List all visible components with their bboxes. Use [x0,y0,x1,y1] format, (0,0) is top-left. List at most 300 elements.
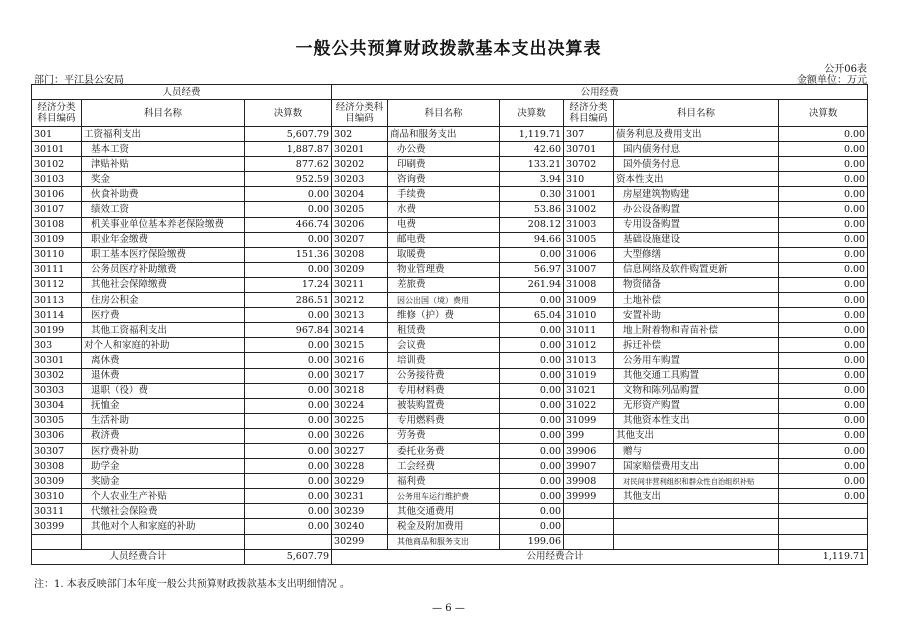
code-cell: 30201 [332,142,388,157]
table-row [32,459,868,474]
name-cell: 抚恤金 [82,398,245,413]
amount-cell: 0.00 [779,323,868,338]
code-cell: 30112 [32,277,82,292]
amount-cell: 0.00 [779,368,868,383]
amount-cell: 0.00 [245,202,332,217]
amount-cell: 94.66 [500,232,564,247]
amount-cell: 0.00 [779,277,868,292]
amount-cell [779,504,868,519]
amount-cell: 0.00 [500,293,564,308]
amount-cell: 0.00 [245,474,332,489]
amount-cell: 877.62 [245,157,332,172]
code-cell: 30207 [332,232,388,247]
code-cell: 30114 [32,308,82,323]
code-cell: 30204 [332,187,388,202]
name-cell: 被装购置费 [388,398,500,413]
amount-cell: 0.00 [245,519,332,534]
table-row [32,217,868,232]
code-cell: 30103 [32,172,82,187]
code-cell: 30228 [332,459,388,474]
code-cell: 30309 [32,474,82,489]
name-cell: 奖励金 [82,474,245,489]
code-cell: 39907 [564,459,614,474]
name-cell: 会议费 [388,338,500,353]
code-cell: 310 [564,172,614,187]
code-cell: 31005 [564,232,614,247]
name-cell: 办公设备购置 [614,202,779,217]
name-cell: 办公费 [388,142,500,157]
table-row [32,277,868,292]
name-cell: 国外债务付息 [614,157,779,172]
name-cell: 物业管理费 [388,262,500,277]
code-cell: 30211 [332,277,388,292]
code-cell: 30208 [332,247,388,262]
personnel-total-label: 人员经费合计 [32,549,245,564]
amount-cell: 0.00 [245,232,332,247]
footnote: 注：1. 本表反映部门本年度一般公共预算财政拨款基本支出明细情况 。 [34,579,350,590]
amount-cell: 967.84 [245,323,332,338]
name-cell: 维修（护）费 [388,308,500,323]
name-cell: 住房公积金 [82,293,245,308]
code-cell: 30701 [564,142,614,157]
amount-cell: 0.00 [245,504,332,519]
name-cell: 工会经费 [388,459,500,474]
name-cell: 福利费 [388,474,500,489]
name-cell: 水费 [388,202,500,217]
amount-cell: 286.51 [245,293,332,308]
amount-cell: 53.86 [500,202,564,217]
code-cell: 30240 [332,519,388,534]
code-cell: 30206 [332,217,388,232]
amount-cell: 0.00 [779,308,868,323]
name-cell: 委托业务费 [388,443,500,458]
code-cell: 30299 [332,534,388,549]
amount-cell: 0.00 [500,459,564,474]
code-cell: 30227 [332,443,388,458]
name-cell: 信息网络及软件购置更新 [614,262,779,277]
name-cell: 个人农业生产补贴 [82,489,245,504]
name-cell: 基本工资 [82,142,245,157]
amount-cell: 0.00 [779,459,868,474]
name-cell: 因公出国（境）费用 [388,293,500,308]
name-cell: 机关事业单位基本养老保险缴费 [82,217,245,232]
amount-cell: 0.00 [245,338,332,353]
amount-cell: 466.74 [245,217,332,232]
amount-cell: 0.00 [245,428,332,443]
page-title: 一般公共预算财政拨款基本支出决算表 [295,39,602,59]
amount-cell: 0.00 [500,353,564,368]
code-cell [564,534,614,549]
table-row [32,443,868,458]
form-number: 公开06表 [824,64,867,75]
code-cell [564,504,614,519]
amount-cell [245,534,332,549]
amount-header: 决算数 [779,100,868,127]
table-row [32,398,868,413]
amount-cell: 0.00 [245,459,332,474]
amount-cell: 65.04 [500,308,564,323]
code-cell: 30101 [32,142,82,157]
group-header-row [32,85,868,100]
name-cell: 其他支出 [614,489,779,504]
name-cell: 其他资本性支出 [614,413,779,428]
amount-cell: 0.00 [779,202,868,217]
code-cell: 31003 [564,217,614,232]
name-cell: 房屋建筑物购建 [614,187,779,202]
amount-cell: 0.00 [500,489,564,504]
code-header: 经济分类科目编码 [332,100,388,127]
code-cell: 39908 [564,474,614,489]
personnel-header: 人员经费 [32,85,332,100]
code-cell: 31022 [564,398,614,413]
amount-cell: 0.00 [500,338,564,353]
code-cell [32,534,82,549]
name-cell: 劳务费 [388,428,500,443]
code-cell: 399 [564,428,614,443]
name-cell: 大型修缮 [614,247,779,262]
amount-cell: 0.00 [245,383,332,398]
name-cell: 工资福利支出 [82,127,245,142]
amount-cell: 17.24 [245,277,332,292]
name-cell: 其他对个人和家庭的补助 [82,519,245,534]
amount-cell: 0.00 [779,383,868,398]
code-cell: 31099 [564,413,614,428]
amount-cell: 0.00 [500,398,564,413]
code-cell: 31008 [564,277,614,292]
table-row [32,262,868,277]
code-cell: 30303 [32,383,82,398]
amount-cell: 0.00 [779,474,868,489]
code-cell: 30225 [332,413,388,428]
code-cell: 30310 [32,489,82,504]
code-cell: 30107 [32,202,82,217]
name-cell: 公务用车购置 [614,353,779,368]
name-cell: 助学金 [82,459,245,474]
table-row [32,383,868,398]
name-cell: 商品和服务支出 [388,127,500,142]
expenditure-table [31,84,868,565]
name-cell: 其他工资福利支出 [82,323,245,338]
code-cell: 30213 [332,308,388,323]
amount-cell: 0.00 [245,262,332,277]
amount-cell: 0.00 [779,428,868,443]
code-cell: 30108 [32,217,82,232]
table-row [32,127,868,142]
code-cell: 31021 [564,383,614,398]
name-cell: 电费 [388,217,500,232]
name-cell: 对个人和家庭的补助 [82,338,245,353]
amount-cell: 0.00 [779,172,868,187]
name-cell: 取暖费 [388,247,500,262]
amount-cell: 0.00 [779,489,868,504]
name-cell: 公务用车运行维护费 [388,489,500,504]
amount-cell: 0.00 [500,504,564,519]
amount-cell: 0.00 [500,428,564,443]
code-cell: 30239 [332,504,388,519]
personnel-total-value: 5,607.79 [245,549,332,564]
code-cell: 30217 [332,368,388,383]
name-cell: 奖金 [82,172,245,187]
table-row [32,172,868,187]
name-cell: 代缴社会保险费 [82,504,245,519]
table-row [32,413,868,428]
amount-cell: 0.30 [500,187,564,202]
name-cell: 专用设备购置 [614,217,779,232]
name-cell: 安置补助 [614,308,779,323]
code-cell: 31007 [564,262,614,277]
amount-cell: 208.12 [500,217,564,232]
code-cell: 31019 [564,368,614,383]
amount-cell: 0.00 [779,142,868,157]
public-total-value: 1,119.71 [779,549,868,564]
amount-cell: 1,887.87 [245,142,332,157]
amount-cell: 0.00 [500,443,564,458]
table-row [32,504,868,519]
code-cell: 31009 [564,293,614,308]
code-cell: 30399 [32,519,82,534]
amount-cell: 0.00 [500,368,564,383]
code-cell: 30212 [332,293,388,308]
amount-cell: 0.00 [779,247,868,262]
name-cell: 文物和陈列品购置 [614,383,779,398]
name-cell: 退职（役）费 [82,383,245,398]
table-row [32,247,868,262]
code-cell: 31010 [564,308,614,323]
amount-cell: 261.94 [500,277,564,292]
code-cell: 303 [32,338,82,353]
unit-label: 金额单位：万元 [797,75,867,86]
amount-cell: 199.06 [500,534,564,549]
code-cell: 30110 [32,247,82,262]
amount-cell: 0.00 [779,127,868,142]
code-cell: 30209 [332,262,388,277]
name-cell: 医疗费补助 [82,443,245,458]
name-cell: 其他支出 [614,428,779,443]
name-cell: 职工基本医疗保险缴费 [82,247,245,262]
name-cell: 绩效工资 [82,202,245,217]
code-cell: 30214 [332,323,388,338]
name-cell: 其他社会保障缴费 [82,277,245,292]
code-header: 经济分类科目编码 [564,100,614,127]
amount-cell [779,534,868,549]
code-cell: 30102 [32,157,82,172]
code-cell: 30307 [32,443,82,458]
code-cell: 31006 [564,247,614,262]
amount-cell: 0.00 [779,353,868,368]
name-cell: 国内债务付息 [614,142,779,157]
amount-cell: 0.00 [779,262,868,277]
code-cell: 30311 [32,504,82,519]
amount-cell: 0.00 [500,383,564,398]
amount-cell: 1,119.71 [500,127,564,142]
code-cell: 30218 [332,383,388,398]
amount-cell: 0.00 [500,413,564,428]
name-cell: 其他商品和服务支出 [388,534,500,549]
name-cell: 培训费 [388,353,500,368]
table-row [32,308,868,323]
amount-cell: 3.94 [500,172,564,187]
page-number: — 6 — [432,603,465,614]
amount-cell: 0.00 [779,413,868,428]
name-header: 科目名称 [82,100,245,127]
table-row [32,353,868,368]
department-label: 部门：平江县公安局 [34,75,124,86]
table-row [32,519,868,534]
amount-cell: 0.00 [245,443,332,458]
code-cell: 30111 [32,262,82,277]
name-cell: 差旅费 [388,277,500,292]
table-row [32,157,868,172]
name-cell: 医疗费 [82,308,245,323]
code-cell: 30702 [564,157,614,172]
amount-cell: 0.00 [245,489,332,504]
code-cell: 31012 [564,338,614,353]
name-cell: 国家赔偿费用支出 [614,459,779,474]
name-cell: 资本性支出 [614,172,779,187]
amount-cell: 0.00 [500,474,564,489]
amount-cell: 952.59 [245,172,332,187]
code-cell: 30202 [332,157,388,172]
name-cell: 公务员医疗补助缴费 [82,262,245,277]
amount-cell: 42.60 [500,142,564,157]
name-cell: 物资储备 [614,277,779,292]
code-cell: 39906 [564,443,614,458]
name-cell: 基础设施建设 [614,232,779,247]
amount-cell: 5,607.79 [245,127,332,142]
amount-cell: 0.00 [245,353,332,368]
code-cell: 307 [564,127,614,142]
name-cell: 离休费 [82,353,245,368]
code-cell: 30304 [32,398,82,413]
name-cell: 印刷费 [388,157,500,172]
amount-cell: 0.00 [779,217,868,232]
column-header-row [32,100,868,127]
code-cell: 30229 [332,474,388,489]
name-cell: 生活补助 [82,413,245,428]
code-cell: 30113 [32,293,82,308]
table-row [32,474,868,489]
code-cell: 301 [32,127,82,142]
table-row [32,489,868,504]
code-cell: 30226 [332,428,388,443]
amount-cell [779,519,868,534]
amount-cell: 0.00 [779,293,868,308]
table-row [32,338,868,353]
name-cell: 税金及附加费用 [388,519,500,534]
amount-cell: 0.00 [779,443,868,458]
name-header: 科目名称 [614,100,779,127]
code-cell: 30216 [332,353,388,368]
table-row [32,534,868,549]
amount-cell: 0.00 [245,413,332,428]
name-cell [614,519,779,534]
amount-cell: 0.00 [779,398,868,413]
code-cell: 31011 [564,323,614,338]
name-cell: 租赁费 [388,323,500,338]
code-cell: 30205 [332,202,388,217]
name-cell: 伙食补助费 [82,187,245,202]
code-cell: 30203 [332,172,388,187]
name-cell: 无形资产购置 [614,398,779,413]
name-cell [614,534,779,549]
table-row [32,142,868,157]
name-cell [614,504,779,519]
table-row [32,187,868,202]
amount-header: 决算数 [500,100,564,127]
name-cell [82,534,245,549]
name-cell: 退休费 [82,368,245,383]
name-cell: 公务接待费 [388,368,500,383]
code-cell: 30109 [32,232,82,247]
code-cell: 302 [332,127,388,142]
code-cell: 30224 [332,398,388,413]
code-cell: 31002 [564,202,614,217]
code-cell: 30231 [332,489,388,504]
code-cell: 30305 [32,413,82,428]
code-cell: 30301 [32,353,82,368]
code-cell: 30199 [32,323,82,338]
amount-cell: 56.97 [500,262,564,277]
name-cell: 其他交通费用 [388,504,500,519]
code-cell: 30308 [32,459,82,474]
code-cell: 30306 [32,428,82,443]
code-cell [564,519,614,534]
amount-cell: 0.00 [779,232,868,247]
code-header: 经济分类科目编码 [32,100,82,127]
table-row [32,232,868,247]
name-cell: 赠与 [614,443,779,458]
amount-cell: 0.00 [245,187,332,202]
table-row [32,323,868,338]
table-row [32,368,868,383]
name-cell: 手续费 [388,187,500,202]
code-cell: 31013 [564,353,614,368]
public-total-label: 公用经费合计 [332,549,779,564]
code-cell: 31001 [564,187,614,202]
amount-cell: 0.00 [779,338,868,353]
name-cell: 专用材料费 [388,383,500,398]
public-header: 公用经费 [332,85,868,100]
amount-cell: 0.00 [500,247,564,262]
totals-row [32,549,868,564]
code-cell: 30215 [332,338,388,353]
name-header: 科目名称 [388,100,500,127]
name-cell: 对民间非营利组织和群众性自治组织补贴 [614,474,779,489]
amount-cell: 0.00 [500,519,564,534]
amount-cell: 0.00 [779,157,868,172]
amount-cell: 0.00 [245,308,332,323]
amount-cell: 0.00 [500,323,564,338]
name-cell: 债务利息及费用支出 [614,127,779,142]
amount-cell: 0.00 [779,187,868,202]
name-cell: 津贴补贴 [82,157,245,172]
name-cell: 救济费 [82,428,245,443]
name-cell: 职业年金缴费 [82,232,245,247]
amount-cell: 0.00 [245,368,332,383]
code-cell: 30106 [32,187,82,202]
amount-cell: 133.21 [500,157,564,172]
code-cell: 39999 [564,489,614,504]
amount-cell: 0.00 [245,398,332,413]
name-cell: 地上附着物和青苗补偿 [614,323,779,338]
name-cell: 咨询费 [388,172,500,187]
name-cell: 邮电费 [388,232,500,247]
name-cell: 土地补偿 [614,293,779,308]
table-row [32,202,868,217]
code-cell: 30302 [32,368,82,383]
name-cell: 专用燃料费 [388,413,500,428]
name-cell: 拆迁补偿 [614,338,779,353]
